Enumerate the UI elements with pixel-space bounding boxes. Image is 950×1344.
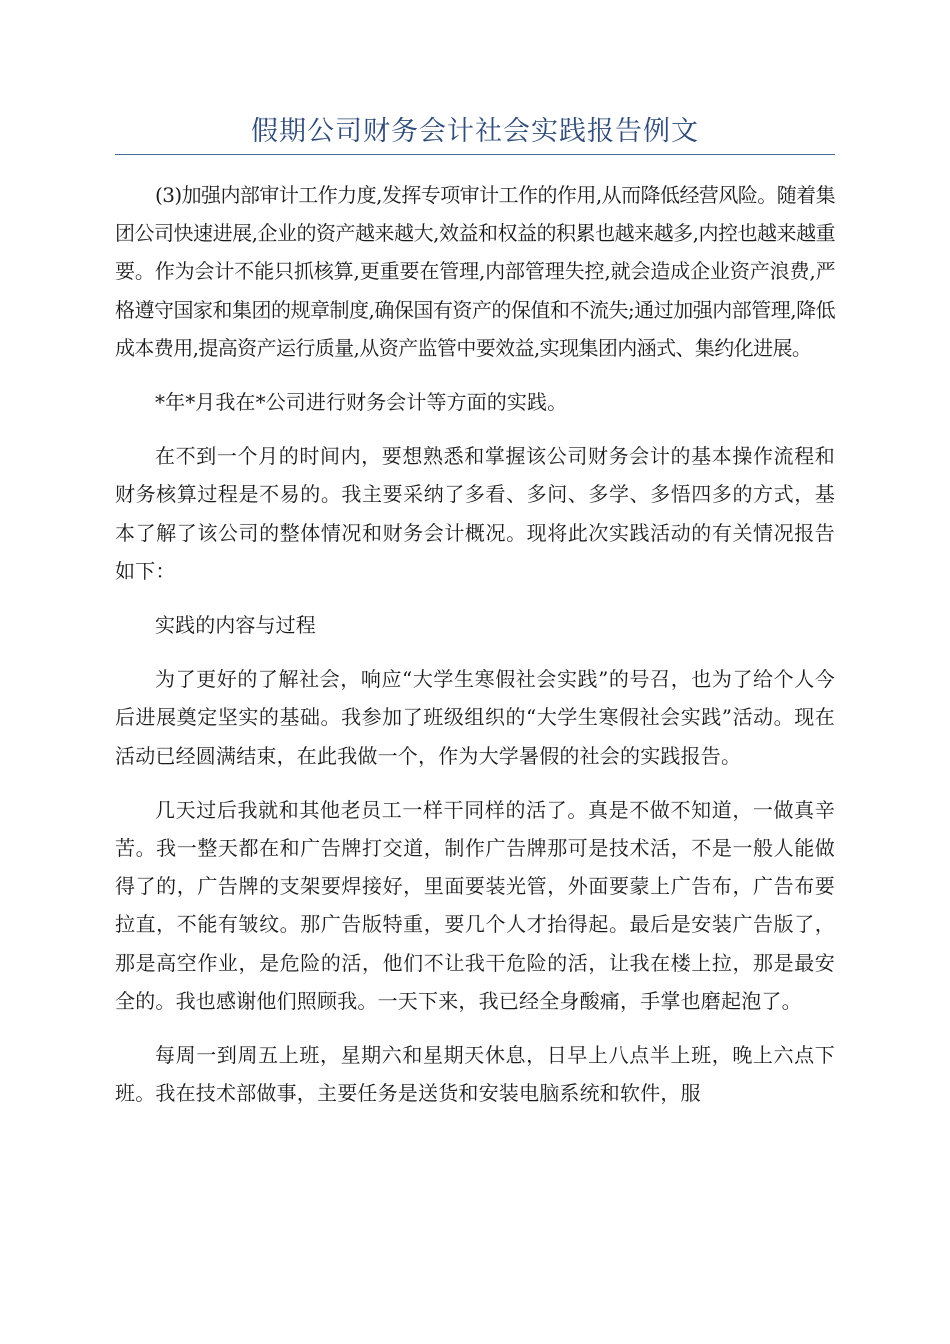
paragraph-learning-method: 在不到一个月的时间内，要想熟悉和掌握该公司财务会计的基本操作流程和财务核算过程是不易的。我主要采纳了多看、多问、多学、多悟四多的方式，基本了解了该公司的整体情况和财务会计概况。现将此次实践活动的有关情况报告如下： — [115, 444, 835, 583]
paragraph-practice-intro: *年*月我在*公司进行财务会计等方面的实践。 — [155, 390, 568, 415]
paragraph-social-practice: 为了更好的了解社会，响应“大学生寒假社会实践”的号召，也为了给个人今后进展奠定坚实的基础。我参加了班级组织的“大学生寒假社会实践”活动。现在活动已经圆满结束，在此我做一个，作为大学暑假的社会的实践报告。 — [115, 667, 835, 768]
document-body — [115, 176, 835, 1112]
paragraph-work-schedule: 每周一到周五上班，星期六和星期天休息，日早上八点半上班，晚上六点下班。我在技术部做事，主要任务是送货和安装电脑系统和软件，服 — [115, 1043, 835, 1106]
paragraph-internal-audit: (3)加强内部审计工作力度,发挥专项审计工作的作用,从而降低经营风险。随着集团公司快速进展,企业的资产越来越大,效益和权益的积累也越来越多,内控也越来越重要。作为会计不能只抓核算,更重要在管理,内部管理失控,就会造成企业资产浪费,严格遵守国家和集团的规章制度,确保国有资产的保值和不流失;通过加强内部管理,降低成本费用,提高资产运行质量,从资产监管中要效益,实现集团内涵式、集约化进展。 — [115, 183, 835, 360]
document-title: 假期公司财务会计社会实践报告例文 — [251, 116, 699, 147]
section-heading-content-process: 实践的内容与过程 — [155, 613, 316, 638]
paragraph-billboard-work: 几天过后我就和其他老员工一样干同样的活了。真是不做不知道，一做真辛苦。我一整天都在和广告牌打交道，制作广告牌那可是技术活，不是一般人能做得了的，广告牌的支架要焊接好，里面要装光管，外面要蒙上广告布，广告布要拉直，不能有皱纹。那广告版特重，要几个人才抬得起。最后是安装广告版了，那是高空作业，是危险的活，他们不让我干危险的活，让我在楼上拉，那是最安全的。我也感谢他们照顾我。一天下来，我已经全身酸痛，手掌也磨起泡了。 — [115, 797, 835, 1013]
title-underline — [115, 154, 835, 155]
